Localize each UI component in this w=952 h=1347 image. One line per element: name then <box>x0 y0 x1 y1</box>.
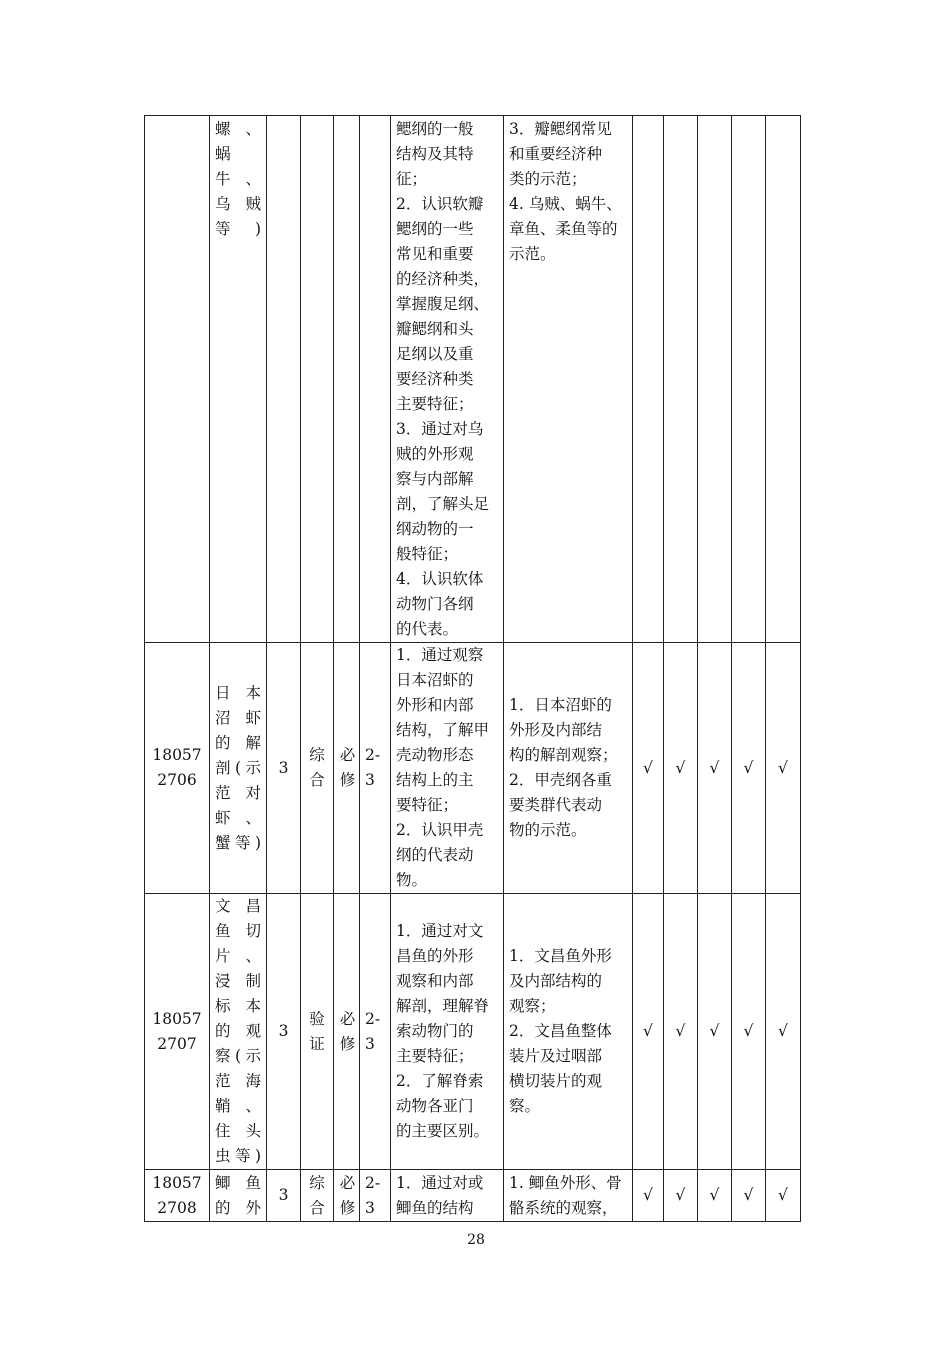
cell-text: √ <box>709 1186 720 1204</box>
cell-line: 住头 <box>215 1122 261 1140</box>
objective-cell <box>391 643 504 894</box>
experiment-name-cell <box>210 1170 267 1222</box>
cell-line: 结构及其特 <box>396 145 474 163</box>
cell-line: 动物门各纲 <box>396 595 474 613</box>
cell-line: 蟹等) <box>215 833 261 852</box>
cell-text: 验证 <box>309 1009 325 1053</box>
cell-line: 的解 <box>215 733 261 752</box>
experiment-type-cell <box>301 643 334 894</box>
cell-line: 螺、 <box>215 120 261 138</box>
cell-line: 结构上的主 <box>396 771 474 789</box>
table-row <box>145 894 801 1170</box>
table-row <box>145 1170 801 1222</box>
cell-line: 构的解剖观察； <box>509 746 618 764</box>
cell-line: 1．通过对文 <box>396 922 484 940</box>
cell-line: 范对 <box>215 783 261 802</box>
course-code-part: 2706 <box>157 771 197 789</box>
cell-line: 昌鱼的外形 <box>396 947 474 965</box>
major-check-cell <box>732 1170 766 1222</box>
semester-cell <box>360 643 391 894</box>
objective-cell <box>391 894 504 1170</box>
course-code-cell <box>145 643 210 894</box>
cell-line: 虫等) <box>215 1147 261 1165</box>
objective-cell <box>391 1170 504 1222</box>
cell-line: 的外 <box>215 1199 261 1217</box>
hours-cell <box>267 894 301 1170</box>
cell-line: 剖，了解头足 <box>396 495 490 513</box>
cell-line: 和重要经济种 <box>509 145 603 163</box>
cell-text: √ <box>675 1186 686 1204</box>
cell-line: 1．文昌鱼外形 <box>509 947 612 965</box>
cell-line: 1．日本沼虾的 <box>509 696 612 714</box>
cell-line: 1．通过观察 <box>396 646 484 664</box>
experiment-type-cell <box>301 894 334 1170</box>
cell-line: 掌握腹足纲、 <box>396 295 490 313</box>
hours-cell <box>267 116 301 643</box>
page-number: 28 <box>467 1232 485 1248</box>
cell-line: 物的示范。 <box>509 821 587 839</box>
cell-line: 壳动物形态 <box>396 746 474 764</box>
cell-line: 3．瓣鳃纲常见 <box>509 120 612 138</box>
cell-line: 解剖，理解脊 <box>396 997 490 1015</box>
cell-line: 鱼切 <box>215 922 261 940</box>
major-check-cell <box>732 116 766 643</box>
course-code-part: 18057 <box>152 1009 202 1028</box>
cell-line: 要特征； <box>396 796 459 814</box>
course-code-part: 2707 <box>157 1034 197 1053</box>
cell-text: √ <box>675 758 686 777</box>
cell-line: 贼的外形观 <box>396 445 474 463</box>
major-check-cell <box>766 1170 801 1222</box>
cell-text: 3 <box>278 1022 289 1040</box>
category-cell <box>334 116 360 643</box>
cell-line: 结构，了解甲 <box>396 721 490 739</box>
cell-line: 鲫鱼 <box>215 1174 261 1192</box>
cell-line: 1．通过对或 <box>396 1174 484 1192</box>
cell-line: 的主要区别。 <box>396 1122 490 1140</box>
cell-line: 及内部结构的 <box>509 972 603 990</box>
cell-line: 征； <box>396 170 428 188</box>
table-row <box>145 643 801 894</box>
cell-text: 2-3 <box>365 746 381 789</box>
syllabus-table <box>144 115 801 1222</box>
major-check-cell <box>698 1170 732 1222</box>
cell-line: 主要特征； <box>396 1047 474 1065</box>
cell-line: 常见和重要 <box>396 245 474 263</box>
cell-text: √ <box>675 1022 686 1040</box>
experiment-name-cell <box>210 894 267 1170</box>
cell-line: 瓣鳃纲和头 <box>396 320 474 338</box>
cell-line: 3．通过对乌 <box>396 420 484 438</box>
hours-cell <box>267 1170 301 1222</box>
major-check-cell <box>732 894 766 1170</box>
cell-text: 2-3 <box>365 1009 381 1053</box>
cell-line: 浸制 <box>215 972 261 990</box>
course-code-part: 18057 <box>152 746 202 764</box>
cell-text: 2-3 <box>365 1173 381 1217</box>
cell-line: 鳃纲的一般 <box>396 120 474 138</box>
cell-text: √ <box>778 1186 788 1204</box>
category-cell <box>334 643 360 894</box>
cell-line: 范海 <box>215 1072 261 1090</box>
cell-line: 主要特征； <box>396 395 474 413</box>
cell-line: 察与内部解 <box>396 470 474 488</box>
cell-text: √ <box>643 1022 653 1040</box>
cell-text: 3 <box>278 1186 289 1204</box>
cell-line: 察。 <box>509 1097 541 1115</box>
cell-line: 纲的代表动 <box>396 846 474 864</box>
cell-line: 牛、 <box>215 170 261 188</box>
cell-line: 2．文昌鱼整体 <box>509 1022 612 1040</box>
cell-text: √ <box>743 1022 754 1040</box>
cell-line: 剖(示 <box>215 758 261 777</box>
major-check-cell <box>766 643 801 894</box>
cell-line: 2．甲壳纲各重 <box>509 771 612 789</box>
semester-cell <box>360 1170 391 1222</box>
cell-line: 纲动物的一 <box>396 520 474 538</box>
experiment-type-cell <box>301 1170 334 1222</box>
cell-text: 3 <box>278 758 289 777</box>
cell-line: 的经济种类， <box>396 270 490 288</box>
cell-line: 的代表。 <box>396 620 459 638</box>
cell-line: 4. 乌贼、蜗牛、 <box>509 195 622 213</box>
semester-cell <box>360 894 391 1170</box>
experiment-name-cell <box>210 116 267 643</box>
cell-line: 般特征； <box>396 545 459 563</box>
major-check-cell <box>664 643 698 894</box>
cell-line: 骼系统的观察， <box>509 1199 618 1217</box>
table-row <box>145 116 801 643</box>
major-check-cell <box>633 894 664 1170</box>
semester-cell <box>360 116 391 643</box>
cell-line: 类的示范； <box>509 170 587 188</box>
major-check-cell <box>633 1170 664 1222</box>
cell-line: 横切装片的观 <box>509 1072 603 1090</box>
cell-line: 沼虾 <box>215 708 261 727</box>
cell-text: √ <box>709 1022 720 1040</box>
cell-line: 2．认识软瓣 <box>396 195 484 213</box>
content-cell <box>504 116 633 643</box>
course-code-cell <box>145 894 210 1170</box>
cell-line: 蜗 <box>215 145 231 163</box>
cell-line: 等) <box>215 220 261 238</box>
cell-line: 观察； <box>509 997 556 1015</box>
experiment-name-cell <box>210 643 267 894</box>
cell-line: 观察和内部 <box>396 972 474 990</box>
cell-line: 2．认识甲壳 <box>396 821 484 839</box>
cell-text: √ <box>643 758 653 777</box>
cell-line: 片、 <box>215 947 261 965</box>
content-cell <box>504 643 633 894</box>
cell-line: 文昌 <box>215 897 261 915</box>
cell-line: 章鱼、柔鱼等的 <box>509 220 618 238</box>
cell-text: 综合 <box>309 746 325 789</box>
cell-text: √ <box>778 1022 788 1040</box>
cell-text: √ <box>743 1186 754 1204</box>
cell-line: 索动物门的 <box>396 1022 474 1040</box>
cell-line: 鲫鱼的结构 <box>396 1199 474 1217</box>
cell-line: 4．认识软体 <box>396 570 484 588</box>
cell-line: 1. 鲫鱼外形、骨 <box>509 1174 622 1192</box>
cell-line: 2．了解脊索 <box>396 1072 484 1090</box>
major-check-cell <box>698 643 732 894</box>
cell-line: 足纲以及重 <box>396 345 474 363</box>
cell-line: 的观 <box>215 1022 261 1040</box>
cell-line: 虾、 <box>215 808 261 827</box>
cell-text: √ <box>743 758 754 777</box>
major-check-cell <box>766 116 801 643</box>
cell-line: 要经济种类 <box>396 370 474 388</box>
experiment-type-cell <box>301 116 334 643</box>
cell-line: 鳃纲的一些 <box>396 220 474 238</box>
cell-line: 要类群代表动 <box>509 796 603 814</box>
major-check-cell <box>698 116 732 643</box>
course-code-cell <box>145 1170 210 1222</box>
course-code-part: 18057 <box>152 1173 202 1192</box>
major-check-cell <box>633 643 664 894</box>
cell-line: 乌贼 <box>215 195 261 213</box>
cell-text: √ <box>709 758 720 777</box>
cell-text: √ <box>778 758 788 777</box>
cell-line: 装片及过咽部 <box>509 1047 603 1065</box>
course-code-cell <box>145 116 210 643</box>
cell-text: √ <box>643 1186 653 1204</box>
cell-text: 必修 <box>339 746 356 789</box>
cell-line: 外形和内部 <box>396 696 474 714</box>
cell-text: 综合 <box>309 1173 325 1217</box>
major-check-cell <box>698 894 732 1170</box>
cell-line: 察(示 <box>215 1047 261 1065</box>
major-check-cell <box>664 894 698 1170</box>
content-cell <box>504 894 633 1170</box>
course-code-part: 2708 <box>157 1198 197 1217</box>
objective-cell <box>391 116 504 643</box>
major-check-cell <box>664 1170 698 1222</box>
hours-cell <box>267 643 301 894</box>
cell-line: 外形及内部结 <box>509 721 603 739</box>
category-cell <box>334 1170 360 1222</box>
cell-line: 日本 <box>215 683 261 702</box>
cell-text: 必修 <box>339 1173 356 1217</box>
cell-line: 示范。 <box>509 245 556 263</box>
cell-line: 动物各亚门 <box>396 1097 474 1115</box>
major-check-cell <box>766 894 801 1170</box>
cell-line: 标本 <box>215 997 261 1015</box>
content-cell <box>504 1170 633 1222</box>
cell-line: 日本沼虾的 <box>396 671 474 689</box>
major-check-cell <box>664 116 698 643</box>
major-check-cell <box>732 643 766 894</box>
cell-line: 鞘、 <box>215 1097 261 1115</box>
category-cell <box>334 894 360 1170</box>
cell-line: 物。 <box>396 871 428 889</box>
major-check-cell <box>633 116 664 643</box>
cell-text: 必修 <box>339 1009 356 1053</box>
